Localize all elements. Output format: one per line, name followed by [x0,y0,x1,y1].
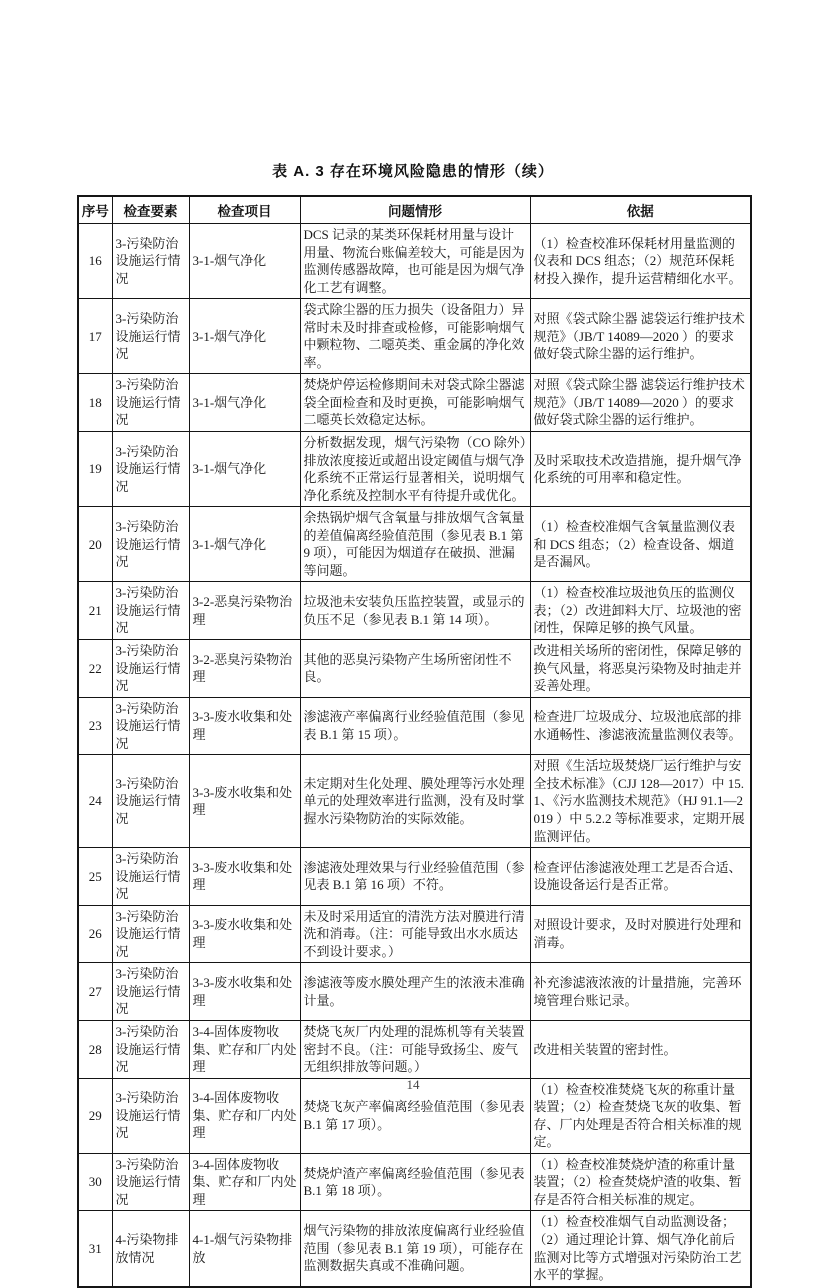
page-number: 14 [406,1077,420,1092]
cell-problem: 渗滤液等废水膜处理产生的浓液未准确计量。 [300,963,530,1021]
cell-element: 3-污染防治设施运行情况 [112,582,189,640]
table-row [78,1153,751,1211]
risk-hazard-table [77,195,752,1288]
cell-no: 24 [78,755,112,848]
cell-element: 3-污染防治设施运行情况 [112,1153,189,1211]
cell-basis: 改进相关装置的密封性。 [530,1020,751,1078]
cell-element: 3-污染防治设施运行情况 [112,755,189,848]
cell-item: 3-1-烟气净化 [189,432,300,507]
cell-basis: 及时采取技术改造措施，提升烟气净化系统的可用率和稳定性。 [530,432,751,507]
cell-problem: 焚烧炉停运检修期间未对袋式除尘器滤袋全面检查和及时更换，可能影响烟气二噁英长效稳定达标。 [300,374,530,432]
table-row [78,640,751,698]
cell-basis: （1）检查校准烟气自动监测设备；（2）通过理论计算、烟气净化前后监测对比等方式增强对污染防治工艺水平的掌握。 [530,1211,751,1287]
cell-no: 20 [78,507,112,582]
cell-no: 26 [78,905,112,963]
table-row [78,432,751,507]
table-row [78,963,751,1021]
table-row [78,582,751,640]
table-title: 表 A. 3 存在环境风险隐患的情形（续） [272,163,554,180]
cell-no: 25 [78,848,112,906]
table-row [78,1211,751,1287]
cell-basis: 改进相关场所的密闭性，保障足够的换气风量，将恶臭污染物及时抽走并妥善处理。 [530,640,751,698]
table-row [78,905,751,963]
cell-no: 27 [78,963,112,1021]
header-basis: 依据 [530,196,751,224]
cell-no: 28 [78,1020,112,1078]
cell-problem: 烟气污染物的排放浓度偏离行业经验值范围（参见表 B.1 第 19 项），可能存在监测数据失真或不准确问题。 [300,1211,530,1287]
cell-item: 3-1-烟气净化 [189,299,300,374]
cell-no: 22 [78,640,112,698]
cell-item: 3-1-烟气净化 [189,374,300,432]
cell-element: 3-污染防治设施运行情况 [112,640,189,698]
cell-basis: 检查评估渗滤液处理工艺是否合适、设施设备运行是否正常。 [530,848,751,906]
table-row [78,224,751,299]
cell-element: 4-污染物排放情况 [112,1211,189,1287]
cell-problem: 焚烧飞灰产率偏离经验值范围（参见表 B.1 第 17 项）。 [300,1078,530,1153]
cell-item: 3-3-废水收集和处理 [189,848,300,906]
cell-element: 3-污染防治设施运行情况 [112,224,189,299]
cell-problem: 垃圾池未安装负压监控装置，或显示的负压不足（参见表 B.1 第 14 项）。 [300,582,530,640]
cell-element: 3-污染防治设施运行情况 [112,299,189,374]
cell-problem: 焚烧飞灰厂内处理的混炼机等有关装置密封不良。（注：可能导致扬尘、废气无组织排放等问题。） [300,1020,530,1078]
cell-problem: 渗滤液产率偏离行业经验值范围（参见表 B.1 第 15 项）。 [300,697,530,755]
cell-problem: 未及时采用适宜的清洗方法对膜进行清洗和消毒。（注：可能导致出水水质达不到设计要求。） [300,905,530,963]
table-row [78,374,751,432]
cell-item: 3-3-废水收集和处理 [189,905,300,963]
header-element: 检查要素 [112,196,189,224]
cell-problem: 袋式除尘器的压力损失（设备阻力）异常时未及时排查或检修，可能影响烟气中颗粒物、二噁英类、重金属的净化效率。 [300,299,530,374]
table-row [78,507,751,582]
cell-no: 29 [78,1078,112,1153]
cell-problem: 焚烧炉渣产率偏离经验值范围（参见表 B.1 第 18 项）。 [300,1153,530,1211]
cell-basis: 补充渗滤液浓液的计量措施，完善环境管理台账记录。 [530,963,751,1021]
cell-no: 31 [78,1211,112,1287]
cell-problem: 分析数据发现，烟气污染物（CO 除外）排放浓度接近或超出设定阈值与烟气净化系统不正常运行显著相关，说明烟气净化系统及控制水平有待提升或优化。 [300,432,530,507]
cell-element: 3-污染防治设施运行情况 [112,507,189,582]
cell-basis: （1）检查校准焚烧飞灰的称重计量装置；（2）检查焚烧飞灰的收集、暂存、厂内处理是否符合相关标准的规定。 [530,1078,751,1153]
cell-no: 23 [78,697,112,755]
cell-basis: 检查进厂垃圾成分、垃圾池底部的排水通畅性、渗滤液流量监测仪表等。 [530,697,751,755]
cell-element: 3-污染防治设施运行情况 [112,963,189,1021]
cell-item: 3-3-废水收集和处理 [189,963,300,1021]
cell-element: 3-污染防治设施运行情况 [112,432,189,507]
cell-basis: （1）检查校准垃圾池负压的监测仪表；（2）改进卸料大厅、垃圾池的密闭性，保障足够的换气风量。 [530,582,751,640]
cell-no: 30 [78,1153,112,1211]
cell-problem: 其他的恶臭污染物产生场所密闭性不良。 [300,640,530,698]
cell-problem: 未定期对生化处理、膜处理等污水处理单元的处理效率进行监测，没有及时掌握水污染物防治的实际效能。 [300,755,530,848]
cell-element: 3-污染防治设施运行情况 [112,374,189,432]
cell-item: 3-4-固体废物收集、贮存和厂内处理 [189,1020,300,1078]
cell-problem: 渗滤液处理效果与行业经验值范围（参见表 B.1 第 16 项）不符。 [300,848,530,906]
cell-item: 3-4-固体废物收集、贮存和厂内处理 [189,1153,300,1211]
cell-item: 3-1-烟气净化 [189,507,300,582]
cell-no: 16 [78,224,112,299]
cell-element: 3-污染防治设施运行情况 [112,848,189,906]
cell-basis: （1）检查校准烟气含氧量监测仪表和 DCS 组态；（2）检查设备、烟道是否漏风。 [530,507,751,582]
cell-basis: 对照设计要求，及时对膜进行处理和消毒。 [530,905,751,963]
cell-basis: （1）检查校准环保耗材用量监测的仪表和 DCS 组态；（2）规范环保耗材投入操作，提升运营精细化水平。 [530,224,751,299]
cell-item: 3-2-恶臭污染物治理 [189,640,300,698]
cell-problem: 余热锅炉烟气含氧量与排放烟气含氧量的差值偏离经验值范围（参见表 B.1 第 9 项），可能因为烟道存在破损、泄漏等问题。 [300,507,530,582]
cell-element: 3-污染防治设施运行情况 [112,905,189,963]
cell-item: 3-3-废水收集和处理 [189,755,300,848]
table-row [78,697,751,755]
cell-no: 18 [78,374,112,432]
table-row [78,755,751,848]
cell-no: 17 [78,299,112,374]
cell-basis: （1）检查校准焚烧炉渣的称重计量装置；（2）检查焚烧炉渣的收集、暂存是否符合相关标准的规定。 [530,1153,751,1211]
table-row [78,848,751,906]
cell-element: 3-污染防治设施运行情况 [112,1078,189,1153]
table-row [78,299,751,374]
table-header-row [78,196,751,224]
cell-item: 4-1-烟气污染物排放 [189,1211,300,1287]
cell-basis: 对照《生活垃圾焚烧厂运行维护与安全技术标准》（CJJ 128—2017）中 15.1、《污水监测技术规范》（HJ 91.1—2019 ）中 5.2.2 等标准要求，定期开展监测评估。 [530,755,751,848]
table-body [78,224,751,1287]
cell-element: 3-污染防治设施运行情况 [112,697,189,755]
cell-item: 3-1-烟气净化 [189,224,300,299]
header-problem: 问题情形 [300,196,530,224]
header-item: 检查项目 [189,196,300,224]
table-row [78,1020,751,1078]
cell-problem: DCS 记录的某类环保耗材用量与设计用量、物流台账偏差较大，可能是因为监测传感器故障，也可能是因为烟气净化工艺有调整。 [300,224,530,299]
header-no: 序号 [78,196,112,224]
cell-basis: 对照《袋式除尘器 滤袋运行维护技术规范》（JB/T 14089—2020 ）的要求做好袋式除尘器的运行维护。 [530,299,751,374]
cell-item: 3-4-固体废物收集、贮存和厂内处理 [189,1078,300,1153]
cell-element: 3-污染防治设施运行情况 [112,1020,189,1078]
cell-no: 19 [78,432,112,507]
cell-item: 3-3-废水收集和处理 [189,697,300,755]
cell-basis: 对照《袋式除尘器 滤袋运行维护技术规范》（JB/T 14089—2020 ）的要求做好袋式除尘器的运行维护。 [530,374,751,432]
cell-no: 21 [78,582,112,640]
cell-item: 3-2-恶臭污染物治理 [189,582,300,640]
